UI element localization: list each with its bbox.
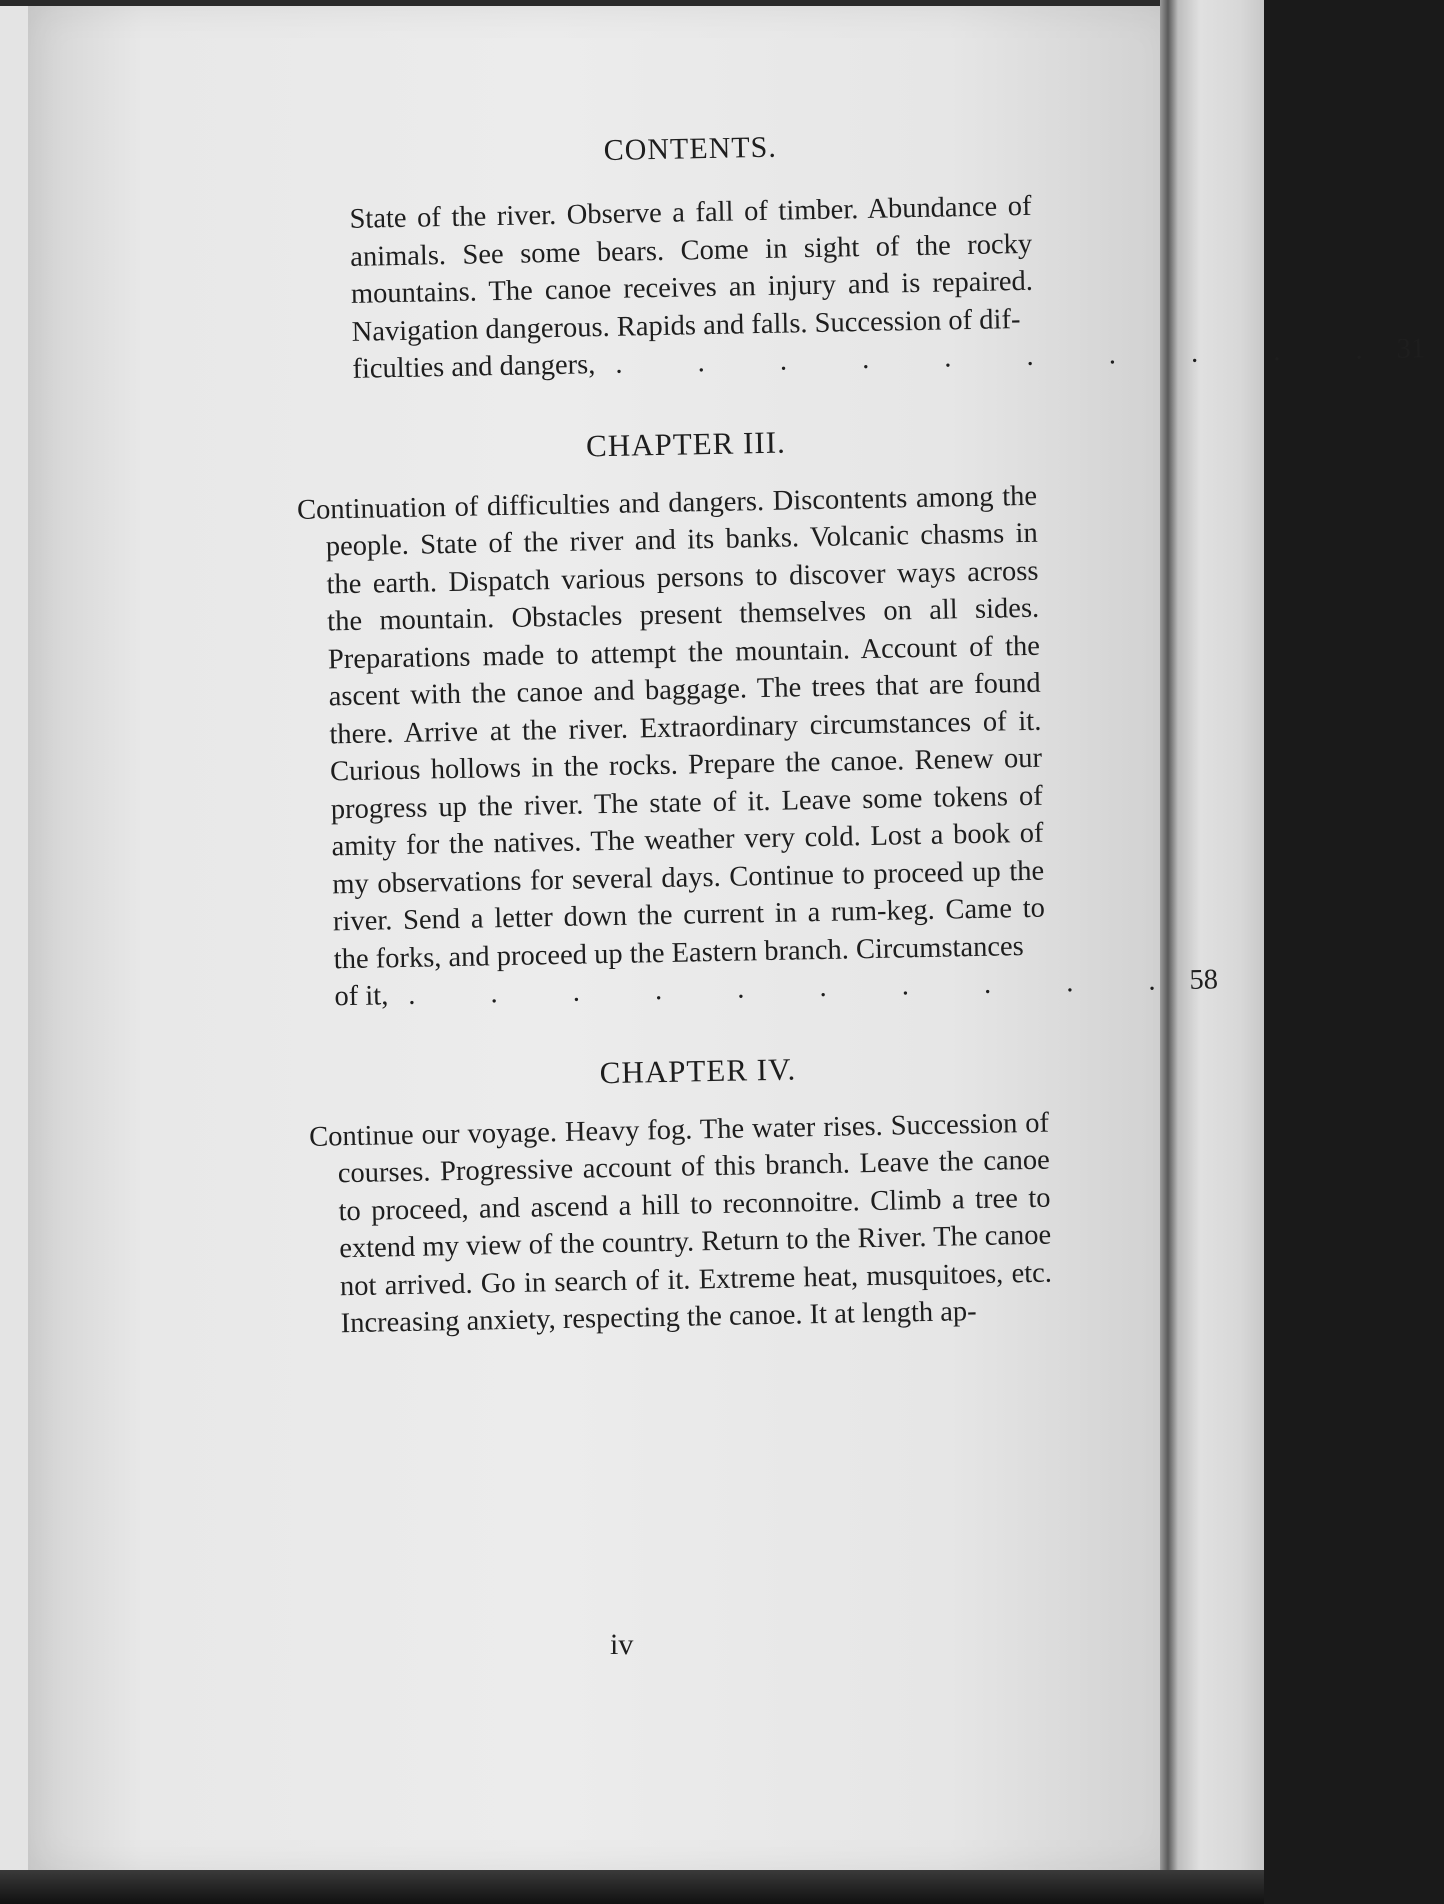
continued-entry — [291, 188, 1426, 390]
continued-entry-text: State of the river. Observe a fall of timber. Abundance of animals. See some bears. Come in sight of the rocky mountains. The canoe receives an injury and is repaired. Navigation dangerous. Rapids and falls. Succession of dif- — [349, 190, 1034, 348]
page-folio: iv — [610, 1628, 634, 1661]
running-head: CONTENTS. — [603, 130, 778, 167]
continued-entry-page-number: 31 — [1396, 333, 1426, 365]
chapter-iv-entry — [309, 1104, 1053, 1343]
chapter-iii-entry — [296, 477, 1219, 1016]
bottom-edge — [0, 1870, 1264, 1904]
chapter-heading-iii: CHAPTER III. — [585, 424, 787, 463]
chapter-iii-last-line: of it, — [334, 980, 389, 1013]
contents-text — [290, 126, 1426, 1343]
chapter-iii-page-number: 58 — [1189, 964, 1219, 996]
book-spine — [1160, 0, 1264, 1904]
chapter-heading-iv: CHAPTER IV. — [599, 1050, 797, 1090]
continued-entry-last-line: ficulties and dangers, — [352, 349, 596, 385]
leader-dots: . . . . . . . . . . — [615, 333, 1397, 380]
chapter-iii-summary: Continuation of difficulties and dangers. Discontents among the people. State of the river and its banks. Volcanic chasms in the earth. Dispatch various persons to discover ways across the mountain. Obstacles present themselves on all sides. Preparations made to attempt the mountain. Account of the ascent with the canoe and baggage. The trees that are found there. Arrive at the river. Extraordinary circumstances of it. Curious hollows in the rocks. Prepare the canoe. Renew our progress up the river. The state of it. Leave some tokens of amity for the natives. The weather very cold. Lost a book of my observations for several days. Continue to proceed up the river. Send a letter down the current in a rum-keg. Came to the forks, and proceed up the Eastern branch. Circumstances — [296, 480, 1046, 975]
leader-dots: . . . . . . . . . . — [407, 964, 1190, 1011]
chapter-iv-summary: Continue our voyage. Heavy fog. The water rises. Succession of courses. Progressive account of this branch. Leave the canoe to proceed, and ascend a hill to reconnoitre. Climb a tree to extend my view of the country. Return to the River. The canoe not arrived. Go in search of it. Extreme heat, musquitoes, etc. Increasing anxiety, respecting the canoe. It at length ap- — [308, 1107, 1053, 1340]
